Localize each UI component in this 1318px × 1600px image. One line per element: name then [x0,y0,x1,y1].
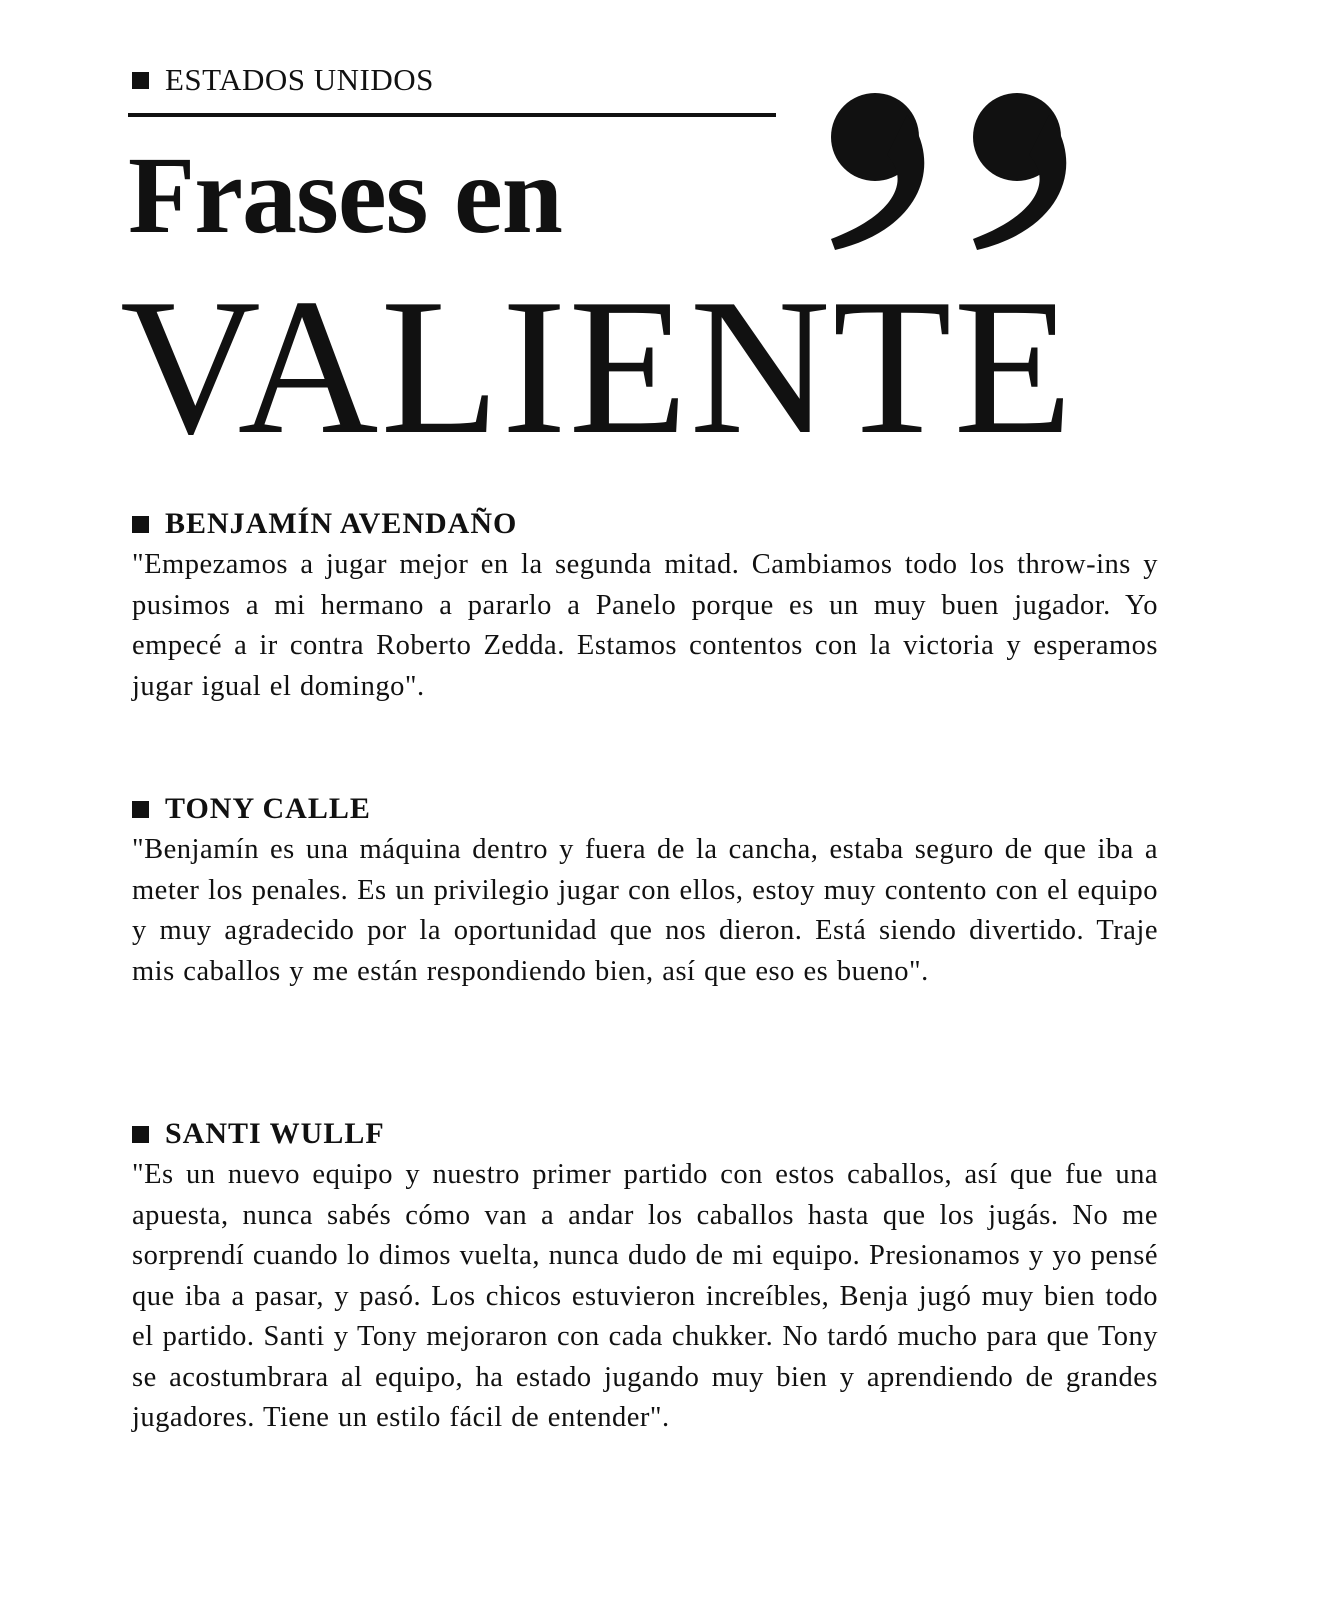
speaker-name: BENJAMÍN AVENDAÑO [165,507,518,540]
quote-speaker [132,1113,1158,1155]
quote-block [132,1113,1158,1439]
square-bullet-icon [132,516,149,533]
quote-text: "Empezamos a jugar mejor en la segunda mitad. Cambiamos todo los throw-ins y pusimos a mi hermano a pararlo a Panelo porque es un muy buen jugador. Yo empecé a ir contra Roberto Zedda. Estamos contentos con la victoria y esperamos jugar igual el domingo". [132,549,1158,702]
quote-speaker [132,788,1158,830]
header-rule [128,113,776,117]
section-label [132,62,434,98]
page-title-line2: VALIENTE [120,259,1075,475]
quote-text: "Benjamín es una máquina dentro y fuera de la cancha, estaba seguro de que iba a meter los penales. Es un privilegio jugar con ellos, estoy muy contento con el equipo y muy agradecido por la oportunidad que nos dieron. Está siendo divertido. Traje mis caballos y me están respondiendo bien, así que eso es bueno". [132,834,1158,987]
quote-block [132,788,1158,992]
square-bullet-icon [132,1126,149,1143]
speaker-name: TONY CALLE [165,792,371,825]
quote-speaker [132,503,1158,545]
quote-block [132,503,1158,707]
section-label-text: ESTADOS UNIDOS [165,62,434,97]
square-bullet-icon [132,72,149,89]
square-bullet-icon [132,801,149,818]
closing-quote-icon [815,85,1085,255]
speaker-name: SANTI WULLF [165,1117,385,1150]
page-title-line1: Frases en [128,134,562,256]
quote-text: "Es un nuevo equipo y nuestro primer partido con estos caballos, así que fue una apuesta, nunca sabés cómo van a andar los caballos hasta que los jugás. No me sorprendí cuando lo dimos vuelta, nunca dudo de mi equipo. Presionamos y yo pensé que iba a pasar, y pasó. Los chicos estuvieron increíbles, Benja jugó muy bien todo el partido. Santi y Tony mejoraron con cada chukker. No tardó mucho para que Tony se acostumbrara al equipo, ha estado jugando muy bien y aprendiendo de grandes jugadores. Tiene un estilo fácil de entender". [132,1159,1158,1433]
